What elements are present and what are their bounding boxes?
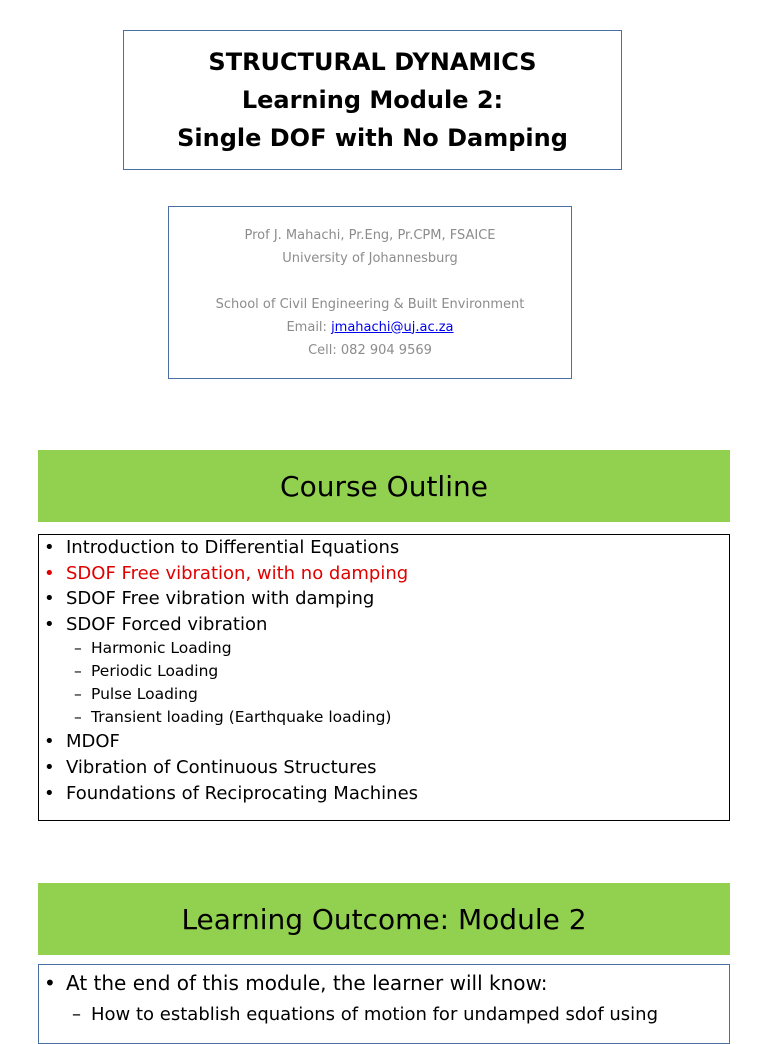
title-line-2: Learning Module 2: (241, 86, 504, 114)
title-line-3: Single DOF with No Damping (177, 124, 568, 152)
list-item: • Introduction to Differential Equations (39, 535, 729, 561)
bullet: • (44, 562, 55, 584)
learning-outcome-banner (38, 883, 730, 955)
bullet: • (44, 613, 55, 635)
bullet: • (44, 782, 55, 804)
dash: – (74, 708, 82, 727)
sub-list-item: – Harmonic Loading (39, 637, 729, 660)
learning-outcome-heading: Learning Outcome: Module 2 (181, 902, 587, 936)
bullet: • (44, 537, 55, 558)
bullet: • (44, 588, 55, 610)
author-box (168, 206, 572, 379)
author-school: School of Civil Engineering & Built Environment (215, 296, 525, 312)
author-email-line (286, 316, 453, 339)
title-line-1: STRUCTURAL DYNAMICS (208, 48, 537, 76)
dash: – (74, 662, 82, 681)
author-cell: Cell: 082 904 9569 (308, 342, 432, 358)
list-item: • SDOF Free vibration with damping (39, 586, 729, 612)
learning-outcome-list (38, 964, 730, 1044)
dash: – (74, 685, 82, 704)
author-university: University of Johannesburg (282, 250, 458, 266)
course-outline-banner (38, 450, 730, 522)
dash: – (72, 1004, 81, 1025)
dash: – (74, 639, 82, 658)
course-outline-heading: Course Outline (280, 469, 488, 503)
email-label: Email: (286, 319, 332, 335)
sub-list-item: – Transient loading (Earthquake loading) (39, 706, 729, 729)
sub-list-item: – How to establish equations of motion for undamped sdof using (39, 1001, 729, 1029)
course-outline-list (38, 534, 730, 821)
list-item: • SDOF Forced vibration (39, 612, 729, 638)
list-item: • Vibration of Continuous Structures (39, 755, 729, 781)
sub-list-item: – Periodic Loading (39, 660, 729, 683)
list-item-highlighted: • SDOF Free vibration, with no damping (39, 561, 729, 587)
list-item: • MDOF (39, 729, 729, 755)
email-link[interactable]: jmahachi@uj.ac.za (331, 319, 454, 335)
bullet: • (44, 756, 55, 778)
author-name: Prof J. Mahachi, Pr.Eng, Pr.CPM, FSAICE (244, 227, 496, 243)
bullet: • (44, 731, 55, 753)
list-item: • Foundations of Reciprocating Machines (39, 781, 729, 807)
sub-list-item: – Pulse Loading (39, 683, 729, 706)
list-item: • At the end of this module, the learner will know: (39, 965, 729, 1001)
title-box (123, 30, 622, 170)
bullet: • (44, 971, 56, 995)
